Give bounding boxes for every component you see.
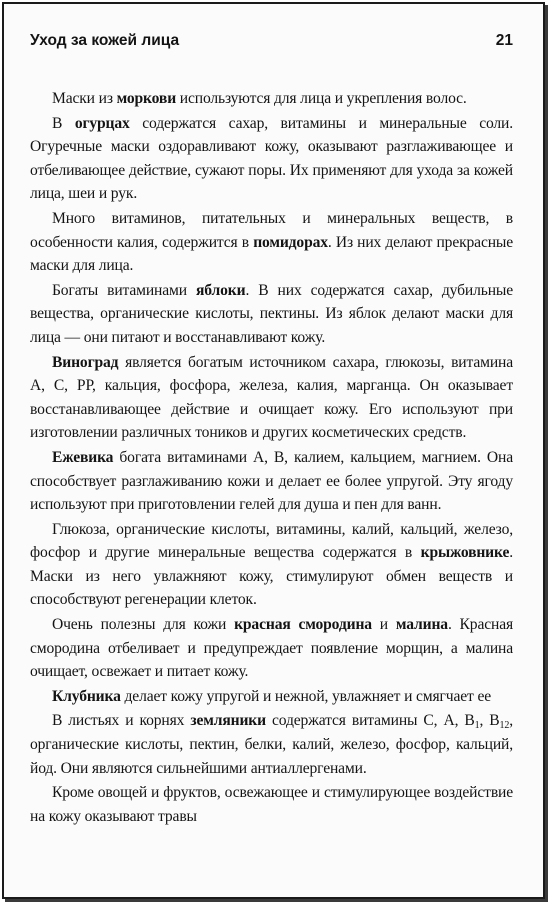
bold-term: Клубника	[52, 687, 121, 705]
book-page	[2, 2, 545, 899]
paragraph	[30, 112, 513, 206]
text-run: . Красная смородина отбеливает и предупреждает появление морщин, а малина очищает, освежает и питает кожу.	[30, 616, 513, 681]
bold-term: Виноград	[52, 353, 119, 371]
text-run: является богатым источником сахара, глюкозы, витамина А, С, РР, кальция, фосфора, железа, калия, марганца. Он оказывает восстанавливающее действие и очищает кожу. Его используют при изготовлении различных тоников и других косметических средств.	[30, 353, 513, 442]
text-run: содержатся витамины С, А, В	[265, 712, 475, 730]
text-run: Очень полезны для кожи	[52, 616, 235, 634]
text-run: , органические кислоты, пектин, белки, калий, железо, фосфор, кальций, йод. Они являются сильнейшими антиаллергенами.	[30, 712, 513, 777]
text-run: В листьях и корнях	[52, 712, 191, 730]
text-run: используются для лица и укрепления волос.	[176, 90, 467, 107]
running-header	[30, 32, 513, 54]
paragraph	[30, 518, 513, 612]
bold-term: огурцах	[74, 114, 130, 132]
chapter-title: Уход за кожей лица	[30, 32, 180, 49]
paragraph	[30, 781, 513, 828]
text-run: . Из них делают прекрасные маски для лица.	[30, 233, 514, 275]
text-run: Глюкоза, органические кислоты, витамины, калий, кальций, железо, фосфор и другие минеральные вещества содержатся в	[30, 520, 513, 562]
paragraph	[30, 613, 513, 684]
text-run: Маски из	[52, 90, 117, 107]
text-run: . В них содержатся сахар, дубильные вещества, органические кислоты, пектины. Из яблок делают маски для лица — они питают и восстанавливают кожу.	[30, 281, 513, 346]
text-run: Богаты витаминами	[52, 281, 196, 299]
bold-term: Ежевика	[52, 448, 114, 466]
text-run: Много витаминов, питательных и минеральных веществ, в особенности калия, содержится в	[30, 209, 513, 251]
text-run: Кроме овощей и фруктов, освежающее и стимулирующее воздействие на кожу оказывают травы	[30, 784, 513, 825]
body-text	[30, 87, 513, 829]
subscript-text: 12	[499, 720, 510, 732]
bold-term: крыжовнике	[420, 544, 510, 562]
paragraph	[30, 279, 513, 350]
paragraph	[30, 87, 513, 111]
bold-term: моркови	[116, 90, 177, 107]
bold-term: земляники	[190, 712, 266, 730]
page-number: 21	[495, 32, 513, 49]
paragraph	[30, 685, 513, 709]
text-run: , В	[479, 712, 500, 730]
text-run: и	[371, 616, 396, 634]
bold-term: малина	[395, 616, 448, 634]
text-run: содержатся сахар, витамины и минеральные соли. Огуречные маски оздоравливают кожу, оказывают разглаживающее и отбеливающее действие, сужают поры. Их применяют для ухода за кожей лица, шеи и рук.	[30, 114, 513, 203]
text-run: . Маски из него увлажняют кожу, стимулируют обмен веществ и способствуют регенерации клеток.	[30, 544, 513, 609]
text-run: богата витаминами А, В, калием, кальцием, магнием. Она способствует разглаживанию кожи и делает ее более упругой. Эту ягоду используют при приготовлении гелей для душа и пен для ванн.	[30, 448, 513, 514]
text-run: В	[52, 114, 75, 132]
paragraph	[30, 207, 513, 278]
bold-term: помидорах	[253, 233, 328, 251]
bold-term: красная смородина	[234, 616, 372, 634]
paragraph	[30, 446, 513, 517]
bold-term: яблоки	[195, 281, 246, 299]
subscript-text: 1	[474, 720, 480, 732]
text-run: делает кожу упругой и нежной, увлажняет и смягчает ее	[120, 687, 491, 705]
paragraph	[30, 709, 513, 780]
paragraph	[30, 351, 513, 445]
